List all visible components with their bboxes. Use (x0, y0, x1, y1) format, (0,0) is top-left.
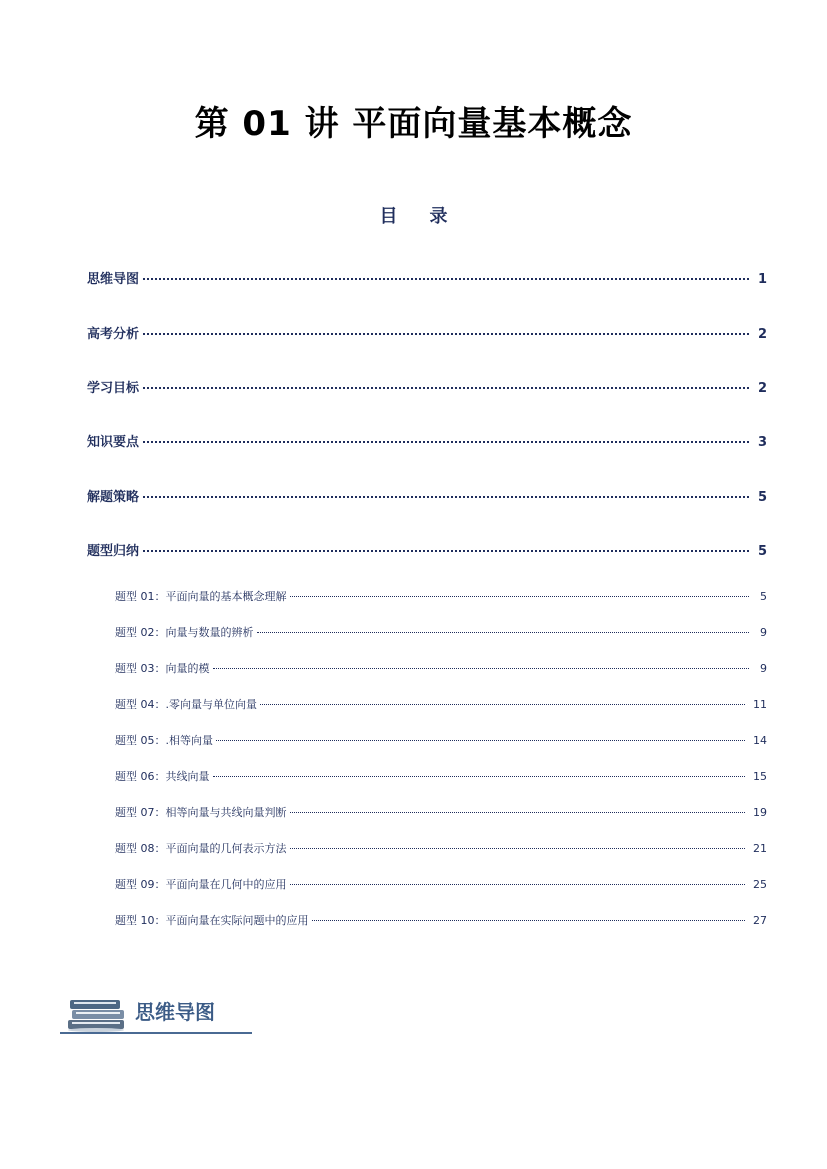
toc-subentry-page: 11 (753, 698, 767, 711)
toc-entry-title: 知识要点 (87, 435, 140, 450)
toc-subentry[interactable] (115, 804, 767, 820)
section-underline (60, 1032, 252, 1034)
toc-subentry[interactable] (115, 912, 767, 928)
toc-entry[interactable] (87, 377, 767, 396)
toc-subentry-title: 题型 02：向量与数量的辨析 (115, 626, 254, 639)
toc-leader (143, 278, 749, 280)
toc-leader (312, 920, 746, 921)
toc-subentry-title: 题型 03：向量的模 (115, 662, 210, 675)
toc-leader (143, 441, 749, 443)
toc-subentry-title: 题型 06：共线向量 (115, 770, 210, 783)
toc-entry-page: 3 (757, 435, 767, 450)
toc-leader (290, 884, 746, 885)
section-label: 思维导图 (135, 1000, 215, 1024)
toc-subentry-title: 题型 05：.相等向量 (115, 734, 213, 747)
toc-leader (213, 776, 746, 777)
toc-leader (143, 550, 749, 552)
toc-entry[interactable] (87, 540, 767, 559)
toc-subentry-page: 9 (760, 662, 767, 675)
toc-entry-page: 2 (757, 327, 767, 342)
toc-leader (260, 704, 745, 705)
toc-subentry-title: 题型 08：平面向量的几何表示方法 (115, 842, 287, 855)
toc-leader (143, 387, 749, 389)
toc-leader (257, 632, 750, 633)
toc-leader (213, 668, 750, 669)
toc-subentry-title: 题型 09：平面向量在几何中的应用 (115, 878, 287, 891)
page-title: 第 01 讲 平面向量基本概念 (194, 104, 633, 144)
toc-subentry-page: 5 (760, 590, 767, 603)
toc-subentry-title: 题型 10：平面向量在实际问题中的应用 (115, 914, 309, 927)
toc-subentry-title: 题型 04：.零向量与单位向量 (115, 698, 257, 711)
toc-leader (216, 740, 745, 741)
toc-subentry-page: 9 (760, 626, 767, 639)
book-stack-icon (66, 990, 130, 1036)
toc-entry[interactable] (87, 431, 767, 450)
toc-subentry-page: 15 (753, 770, 767, 783)
toc-subentry-page: 14 (753, 734, 767, 747)
toc-subentry[interactable] (115, 840, 767, 856)
toc-entry-page: 2 (757, 381, 767, 396)
toc-subentry[interactable] (115, 588, 767, 604)
toc-entry-title: 学习目标 (87, 381, 140, 396)
toc-entry-title: 高考分析 (87, 327, 140, 342)
toc-subentry[interactable] (115, 660, 767, 676)
toc-entry-title: 题型归纳 (87, 544, 140, 559)
toc-entry-page: 5 (757, 490, 767, 505)
toc-subentry[interactable] (115, 624, 767, 640)
toc-entry[interactable] (87, 323, 767, 342)
toc-subentry-title: 题型 07：相等向量与共线向量判断 (115, 806, 287, 819)
toc-subentry[interactable] (115, 696, 767, 712)
toc-entry-title: 思维导图 (87, 272, 140, 287)
toc-entry[interactable] (87, 268, 767, 287)
toc-subentry[interactable] (115, 768, 767, 784)
toc-entry-title: 解题策略 (87, 490, 140, 505)
toc-entry-page: 1 (757, 272, 767, 287)
toc-leader (143, 496, 749, 498)
section-banner-mindmap (60, 988, 252, 1034)
toc-leader (290, 596, 750, 597)
toc-heading (0, 202, 827, 228)
toc-leader (290, 848, 746, 849)
toc-subentry-page: 25 (753, 878, 767, 891)
toc-heading-char: 目 (379, 206, 398, 227)
toc-subentry-title: 题型 01：平面向量的基本概念理解 (115, 590, 287, 603)
toc-subentry[interactable] (115, 876, 767, 892)
toc-entry-page: 5 (757, 544, 767, 559)
toc-subentry[interactable] (115, 732, 767, 748)
toc-subentry-page: 27 (753, 914, 767, 927)
toc-subentry-page: 19 (753, 806, 767, 819)
toc-subentry-page: 21 (753, 842, 767, 855)
toc-entry[interactable] (87, 486, 767, 505)
toc-leader (290, 812, 746, 813)
toc-heading-char: 录 (429, 206, 448, 227)
toc-leader (143, 333, 749, 335)
